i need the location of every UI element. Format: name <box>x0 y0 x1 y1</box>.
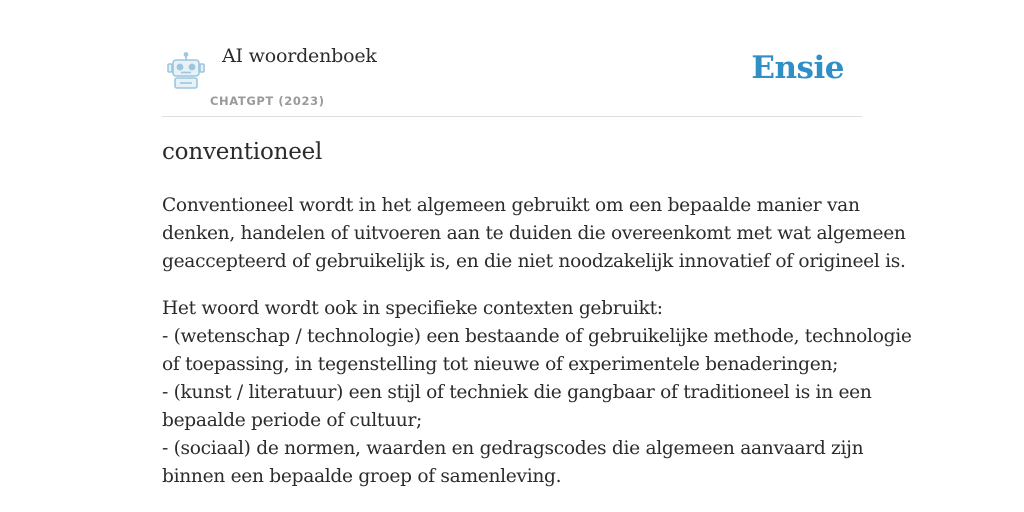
robot-icon <box>166 52 206 90</box>
dictionary-source: CHATGPT (2023) <box>210 94 325 108</box>
definition-line: bepaalde periode of cultuur; <box>162 410 422 431</box>
definition-line: - (wetenschap / technologie) een bestaande of gebruikelijke methode, technologie <box>162 326 912 347</box>
definition-line: of toepassing, in tegenstelling tot nieuwe of experimentele benaderingen; <box>162 354 839 375</box>
dictionary-title[interactable]: AI woordenboek <box>222 45 377 67</box>
entry-definition <box>162 192 912 491</box>
definition-line: - (sociaal) de normen, waarden en gedragscodes die algemeen aanvaard zijn <box>162 438 864 459</box>
definition-line: geaccepteerd of gebruikelijk is, en die niet noodzakelijk innovatief of origineel is. <box>162 251 906 272</box>
definition-line: binnen een bepaalde groep of samenleving. <box>162 466 562 487</box>
definition-paragraph-2 <box>162 295 912 491</box>
dictionary-header <box>162 0 862 117</box>
entry-term: conventioneel <box>162 139 323 165</box>
definition-line: Conventioneel wordt in het algemeen gebruikt om een bepaalde manier van <box>162 195 860 216</box>
definition-line: Het woord wordt ook in specifieke contexten gebruikt: <box>162 298 663 319</box>
definition-line: - (kunst / literatuur) een stijl of techniek die gangbaar of traditioneel is in een <box>162 382 872 403</box>
brand-logo[interactable]: Ensie <box>751 50 844 86</box>
definition-paragraph-1 <box>162 192 906 276</box>
definition-line: denken, handelen of uitvoeren aan te duiden die overeenkomt met wat algemeen <box>162 223 906 244</box>
page-container <box>162 0 912 512</box>
